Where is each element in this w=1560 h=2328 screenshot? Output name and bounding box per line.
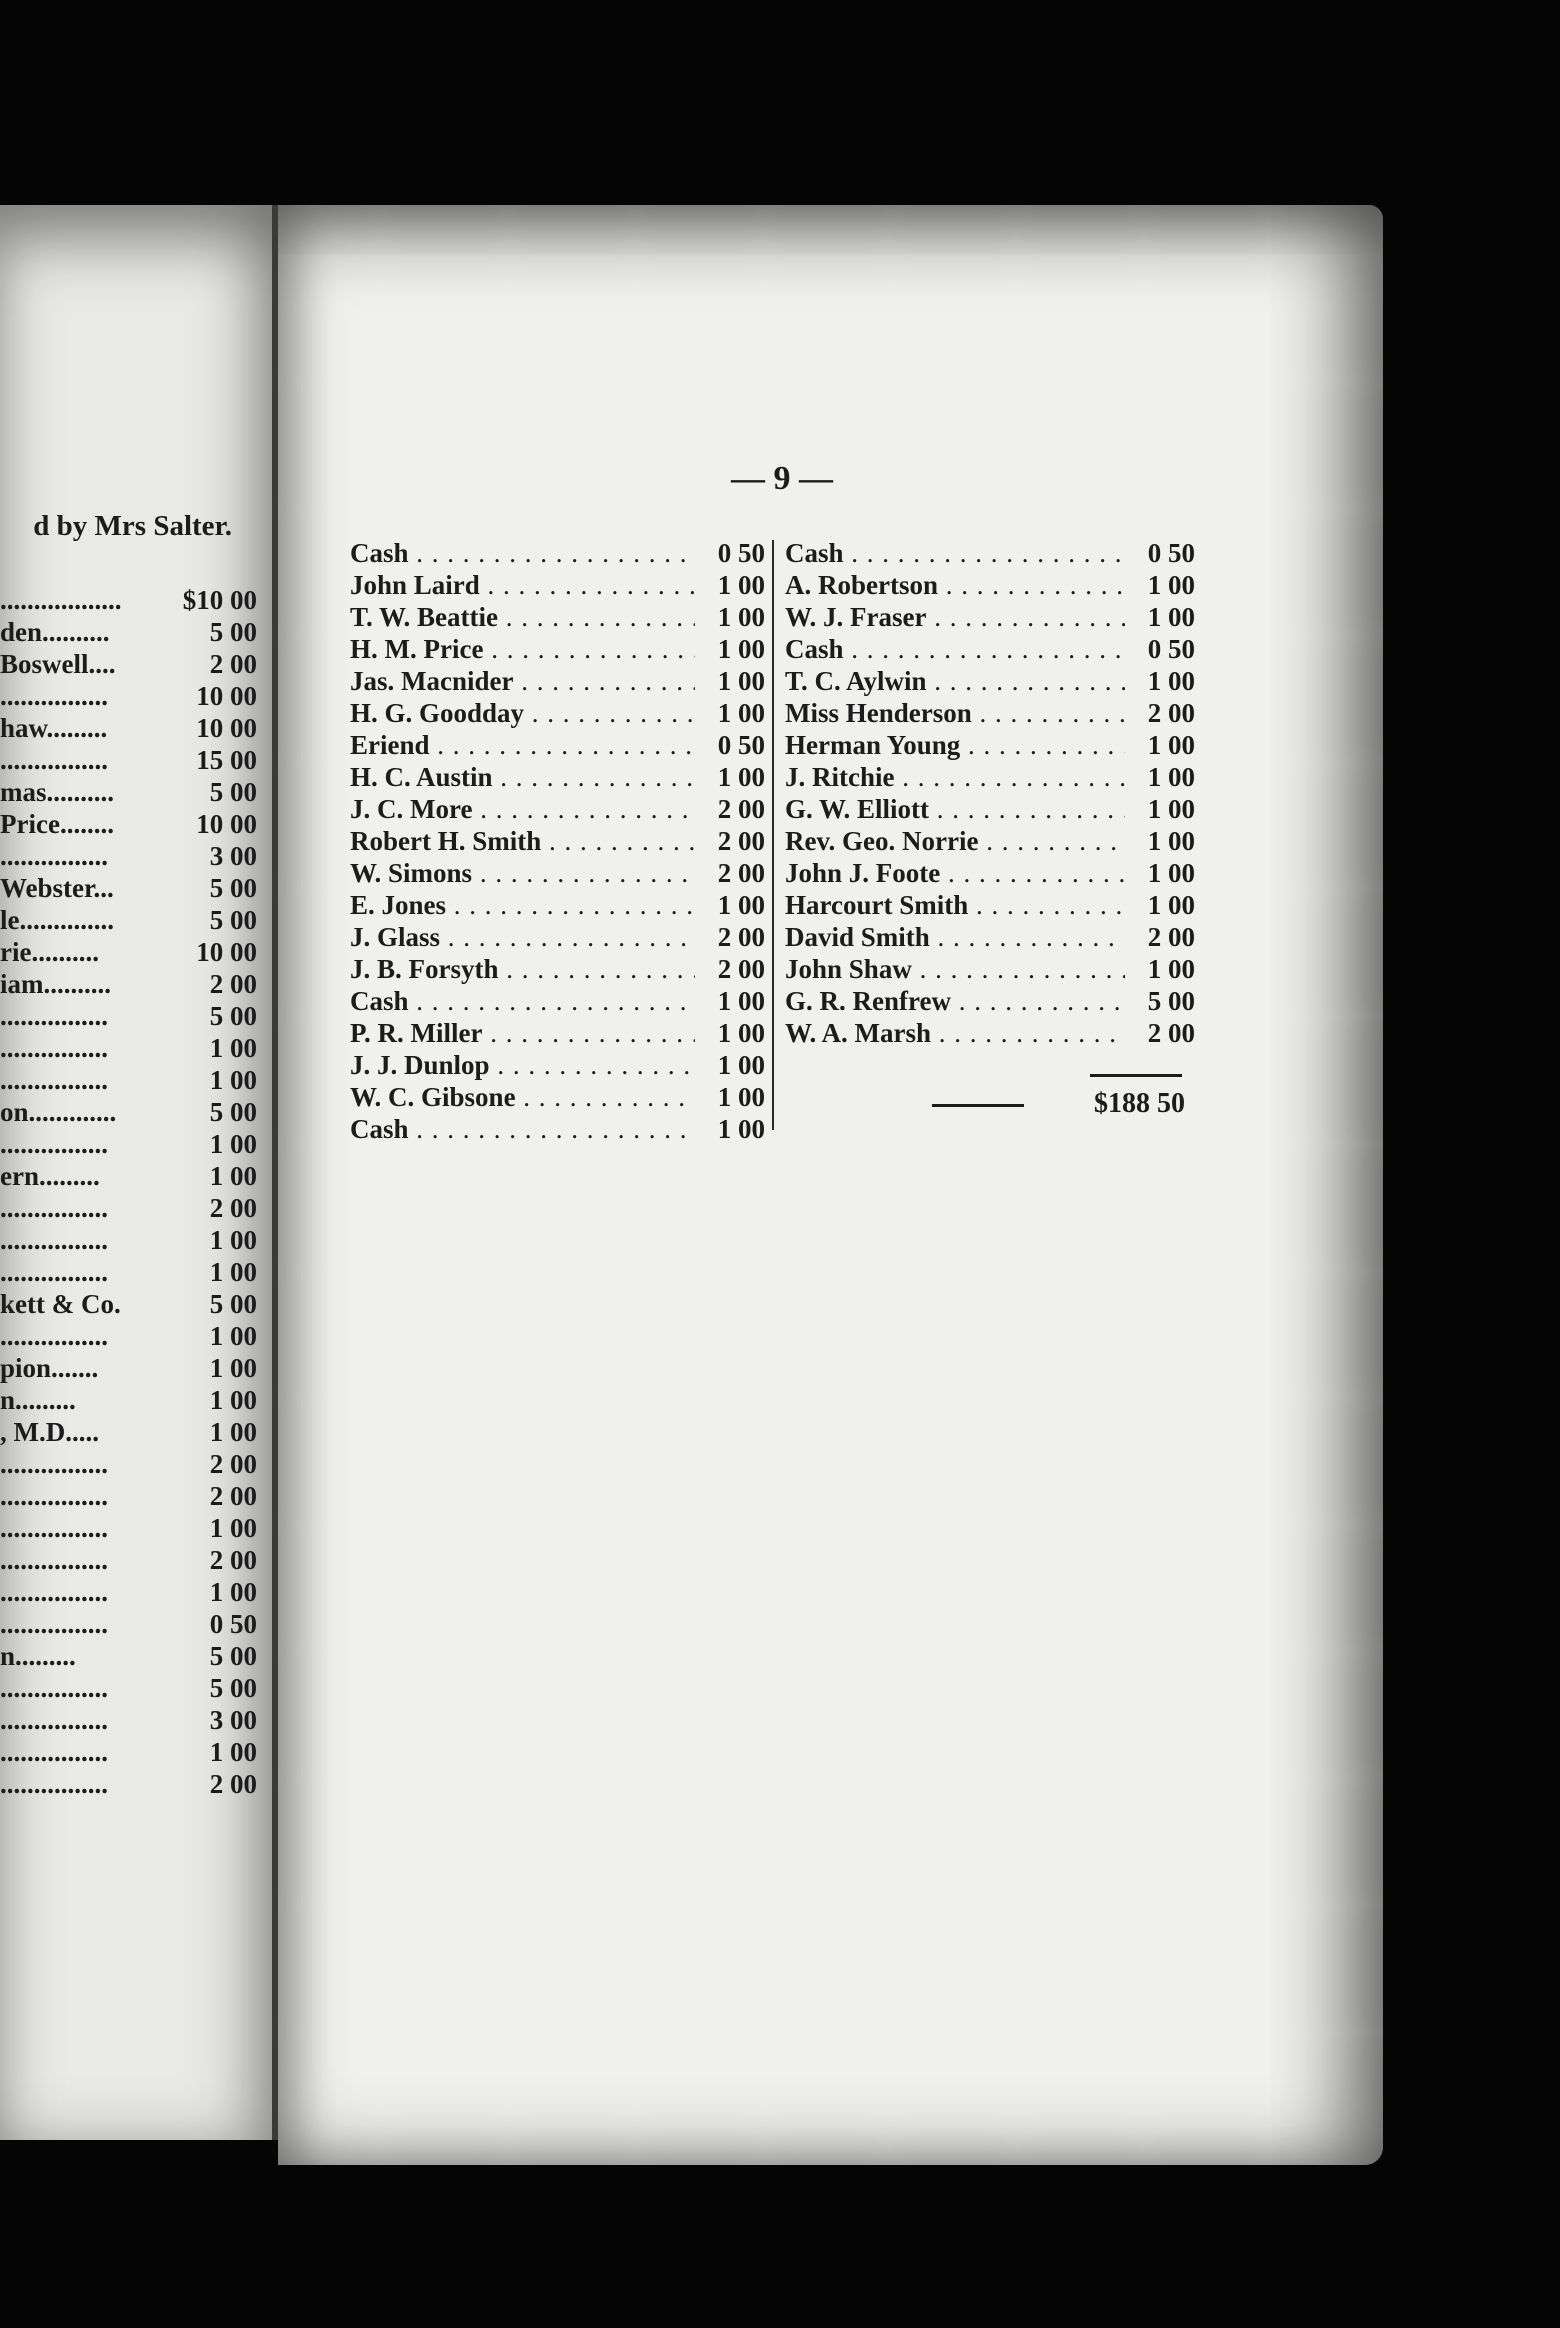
list-item: [0, 905, 265, 937]
list-item: [785, 538, 1195, 570]
list-item: [350, 1082, 765, 1114]
list-item: [350, 954, 765, 986]
subscriber-name: P. R. Miller . . .: [350, 1018, 695, 1049]
subscriber-name: haw.........: [0, 713, 108, 743]
subscriber-name: ................: [0, 1737, 108, 1767]
list-item: [0, 1289, 265, 1321]
subscription-amount: 1 00: [717, 698, 765, 728]
subscription-amount: 1 00: [717, 1018, 765, 1048]
list-item: [350, 1050, 765, 1082]
subscription-amount: 1 00: [209, 1321, 257, 1351]
subscription-amount: 1 00: [1147, 858, 1195, 888]
subscription-amount: 1 00: [717, 1050, 765, 1080]
subscription-amount: 5 00: [209, 1641, 257, 1671]
list-item: [785, 986, 1195, 1018]
subscription-amount: 5 00: [209, 777, 257, 807]
subscriber-name: A. Robertson . . .: [785, 570, 1125, 601]
subscriber-name: ................: [0, 1129, 108, 1159]
list-item: [0, 1225, 265, 1257]
list-item: [785, 858, 1195, 890]
subscriber-name: ern.........: [0, 1161, 100, 1191]
subscription-amount: 1 00: [209, 1257, 257, 1287]
subscription-amount: 1 00: [209, 1385, 257, 1415]
list-item: [785, 634, 1195, 666]
subscription-amount: 5 00: [209, 905, 257, 935]
subscription-amount: 2 00: [717, 954, 765, 984]
list-item: [0, 1545, 265, 1577]
list-item: [350, 1114, 765, 1146]
list-item: [785, 1018, 1195, 1050]
list-item: [0, 1353, 265, 1385]
subscriber-name: ................: [0, 841, 108, 871]
subscriber-name: Jas. Macnider . . .: [350, 666, 695, 697]
list-item: [785, 762, 1195, 794]
list-item: [350, 602, 765, 634]
subscription-amount: 1 00: [717, 666, 765, 696]
list-item: [350, 1018, 765, 1050]
subscription-amount: 1 00: [1147, 730, 1195, 760]
list-item: [785, 922, 1195, 954]
subscriber-name: n.........: [0, 1641, 76, 1671]
subscriber-name: ................: [0, 1769, 108, 1799]
subscription-amount: 1 00: [717, 634, 765, 664]
list-item: [0, 1705, 265, 1737]
subscriber-name: ................: [0, 1321, 108, 1351]
list-item: [785, 698, 1195, 730]
subscription-amount: 5 00: [209, 1673, 257, 1703]
subscriber-name: ................: [0, 1449, 108, 1479]
subscription-amount: 1 00: [209, 1417, 257, 1447]
subscriber-name: W. J. Fraser . . .: [785, 602, 1125, 633]
list-item: [785, 794, 1195, 826]
subscription-amount: 1 00: [209, 1225, 257, 1255]
list-item: [0, 1193, 265, 1225]
subscription-amount: 2 00: [209, 1769, 257, 1799]
subscription-amount: 2 00: [717, 922, 765, 952]
subscriber-name: ................: [0, 1609, 108, 1639]
subscriber-name: ................: [0, 1225, 108, 1255]
subscription-amount: 2 00: [209, 1449, 257, 1479]
subscription-amount: 1 00: [1147, 954, 1195, 984]
subscription-amount: 1 00: [1147, 826, 1195, 856]
subscriber-name: G. W. Elliott . . .: [785, 794, 1125, 825]
subscriber-name: ................: [0, 1673, 108, 1703]
subscriber-name: Cash . . .: [350, 986, 695, 1017]
subscriber-name: W. C. Gibsone . . .: [350, 1082, 695, 1113]
list-item: [0, 1129, 265, 1161]
list-item: [0, 1513, 265, 1545]
subscriber-name: G. R. Renfrew . . .: [785, 986, 1125, 1017]
list-item: [0, 969, 265, 1001]
subscriber-name: ................: [0, 1705, 108, 1735]
list-item: [0, 681, 265, 713]
subscriber-name: ................: [0, 1193, 108, 1223]
list-item: [0, 1001, 265, 1033]
list-item: [785, 826, 1195, 858]
list-item: [0, 585, 265, 617]
subscription-amount: $10 00: [182, 585, 257, 615]
list-item: [785, 602, 1195, 634]
subscription-amount: 1 00: [717, 986, 765, 1016]
list-item: [350, 794, 765, 826]
list-item: [0, 617, 265, 649]
subscriber-name: Herman Young . . .: [785, 730, 1125, 761]
subscription-amount: 1 00: [717, 1082, 765, 1112]
subscription-amount: 2 00: [209, 1545, 257, 1575]
subscriber-name: on.............: [0, 1097, 117, 1127]
subscriber-name: ................: [0, 1481, 108, 1511]
list-item: [0, 937, 265, 969]
subscription-amount: 2 00: [209, 649, 257, 679]
subscription-amount: 2 00: [209, 969, 257, 999]
subscriber-name: W. A. Marsh . . .: [785, 1018, 1125, 1049]
list-item: [0, 649, 265, 681]
subscription-amount: 1 00: [1147, 602, 1195, 632]
subscriber-name: ................: [0, 1513, 108, 1543]
list-item: [785, 890, 1195, 922]
subscription-amount: 1 00: [717, 570, 765, 600]
subscriber-name: ................: [0, 1001, 108, 1031]
subscriber-name: John J. Foote . . .: [785, 858, 1125, 889]
list-item: [0, 841, 265, 873]
subscriber-name: John Laird . . .: [350, 570, 695, 601]
subscription-amount: 10 00: [196, 681, 257, 711]
subscriber-name: Price........: [0, 809, 114, 839]
list-item: [350, 858, 765, 890]
subscription-amount: 5 00: [1147, 986, 1195, 1016]
subscription-amount: 1 00: [1147, 570, 1195, 600]
subscriber-name: Miss Henderson . . .: [785, 698, 1125, 729]
subscriber-name: n.........: [0, 1385, 76, 1415]
list-item: [0, 745, 265, 777]
subscription-amount: 1 00: [209, 1577, 257, 1607]
subscriber-name: ................: [0, 1545, 108, 1575]
list-item: [785, 730, 1195, 762]
subscription-amount: 1 00: [717, 1114, 765, 1144]
subscription-amount: 1 00: [1147, 762, 1195, 792]
list-item: [0, 1673, 265, 1705]
list-item: [350, 698, 765, 730]
subscriber-name: Eriend . . .: [350, 730, 695, 761]
subscriber-name: Rev. Geo. Norrie . . .: [785, 826, 1125, 857]
subscription-amount: 0 50: [209, 1609, 257, 1639]
subscriber-name: Cash . . .: [350, 1114, 695, 1145]
list-item: [0, 1161, 265, 1193]
subscriber-name: iam..........: [0, 969, 111, 999]
list-item: [0, 1737, 265, 1769]
list-item: [0, 1097, 265, 1129]
subscription-amount: 2 00: [209, 1481, 257, 1511]
subscription-amount: 0 50: [1147, 538, 1195, 568]
subscriber-name: ................: [0, 1065, 108, 1095]
subscriber-name: ................: [0, 1257, 108, 1287]
list-item: [0, 873, 265, 905]
subscription-amount: 1 00: [209, 1033, 257, 1063]
subscription-amount: 15 00: [196, 745, 257, 775]
list-item: [0, 1385, 265, 1417]
list-item: [350, 570, 765, 602]
subscription-amount: 2 00: [717, 826, 765, 856]
subscriber-name: Cash . . .: [350, 538, 695, 569]
list-item: [0, 1481, 265, 1513]
subscriber-name: rie..........: [0, 937, 99, 967]
list-item: [0, 809, 265, 841]
subscriber-name: W. Simons . . .: [350, 858, 695, 889]
subscriber-name: , M.D.....: [0, 1417, 99, 1447]
subscription-amount: 5 00: [209, 1097, 257, 1127]
subscription-amount: 2 00: [1147, 698, 1195, 728]
subscriber-name: ..................: [0, 585, 122, 615]
list-item: [785, 570, 1195, 602]
subscription-amount: 3 00: [209, 1705, 257, 1735]
subscriber-name: ................: [0, 745, 108, 775]
subscription-amount: 10 00: [196, 713, 257, 743]
list-item: [0, 713, 265, 745]
subscriber-name: ................: [0, 1033, 108, 1063]
total-rule: [1090, 1074, 1182, 1077]
subscription-amount: 1 00: [209, 1513, 257, 1543]
subscription-amount: 2 00: [1147, 922, 1195, 952]
list-item: [350, 538, 765, 570]
subscription-amount: 1 00: [209, 1353, 257, 1383]
subscription-amount: 0 50: [1147, 634, 1195, 664]
subscription-amount: 0 50: [717, 730, 765, 760]
subscriber-column-a: [350, 538, 765, 1146]
subscription-amount: 1 00: [209, 1065, 257, 1095]
subscription-amount: 5 00: [209, 617, 257, 647]
subscription-amount: 1 00: [1147, 666, 1195, 696]
subscriber-name: T. C. Aylwin . . .: [785, 666, 1125, 697]
subscriber-name: mas..........: [0, 777, 114, 807]
subscriber-name: ................: [0, 1577, 108, 1607]
subscriber-name: J. Ritchie . . .: [785, 762, 1125, 793]
subscription-amount: 10 00: [196, 809, 257, 839]
list-item: [350, 762, 765, 794]
subscription-amount: 1 00: [717, 762, 765, 792]
subscription-amount: 0 50: [717, 538, 765, 568]
list-item: [0, 1065, 265, 1097]
subscription-amount: 3 00: [209, 841, 257, 871]
subscriber-name: H. G. Goodday . . .: [350, 698, 695, 729]
right-page: [278, 205, 1383, 2165]
subscription-amount: 1 00: [209, 1129, 257, 1159]
subscription-amount: 2 00: [717, 794, 765, 824]
subscriber-name: J. Glass . . .: [350, 922, 695, 953]
list-item: [350, 922, 765, 954]
subscription-amount: 2 00: [717, 858, 765, 888]
subscription-amount: 10 00: [196, 937, 257, 967]
left-page-header: d by Mrs Salter.: [33, 510, 232, 542]
subscriber-name: J. C. More . . .: [350, 794, 695, 825]
subscription-amount: 1 00: [209, 1737, 257, 1767]
total-dash: [932, 1104, 1024, 1107]
list-item: [350, 634, 765, 666]
subscription-amount: 1 00: [209, 1161, 257, 1191]
list-item: [785, 954, 1195, 986]
list-item: [350, 986, 765, 1018]
list-item: [0, 777, 265, 809]
list-item: [0, 1577, 265, 1609]
subscriber-name: ................: [0, 681, 108, 711]
list-item: [785, 666, 1195, 698]
subscription-amount: 2 00: [1147, 1018, 1195, 1048]
subscriber-name: le..............: [0, 905, 114, 935]
subscription-amount: 1 00: [717, 890, 765, 920]
subscriber-name: pion.......: [0, 1353, 99, 1383]
subscriber-name: David Smith . . .: [785, 922, 1125, 953]
subscriber-name: J. J. Dunlop . . .: [350, 1050, 695, 1081]
list-item: [0, 1321, 265, 1353]
subscriber-name: H. C. Austin . . .: [350, 762, 695, 793]
subscriber-name: T. W. Beattie . . .: [350, 602, 695, 633]
subscriber-name: Cash . . .: [785, 634, 1125, 665]
subscriber-name: Webster...: [0, 873, 114, 903]
total-amount: $188 50: [1094, 1088, 1185, 1119]
page-number: — 9 —: [731, 460, 833, 497]
subscriber-column-b: [785, 538, 1195, 1050]
subscription-amount: 5 00: [209, 873, 257, 903]
subscription-amount: 2 00: [209, 1193, 257, 1223]
list-item: [350, 666, 765, 698]
list-item: [0, 1641, 265, 1673]
list-item: [0, 1449, 265, 1481]
list-item: [350, 826, 765, 858]
subscriber-name: J. B. Forsyth . . .: [350, 954, 695, 985]
subscriber-name: Boswell....: [0, 649, 116, 679]
list-item: [0, 1033, 265, 1065]
list-item: [0, 1417, 265, 1449]
column-divider: [772, 540, 774, 1130]
left-subscriber-list: [0, 585, 265, 1801]
subscriber-name: Harcourt Smith . . .: [785, 890, 1125, 921]
list-item: [0, 1609, 265, 1641]
subscriber-name: E. Jones . . .: [350, 890, 695, 921]
subscription-amount: 5 00: [209, 1289, 257, 1319]
subscription-amount: 1 00: [1147, 794, 1195, 824]
subscriber-name: Cash . . .: [785, 538, 1125, 569]
list-item: [0, 1257, 265, 1289]
subscription-amount: 1 00: [717, 602, 765, 632]
list-item: [0, 1769, 265, 1801]
list-item: [350, 730, 765, 762]
list-item: [350, 890, 765, 922]
subscriber-name: John Shaw . . .: [785, 954, 1125, 985]
subscription-amount: 5 00: [209, 1001, 257, 1031]
subscriber-name: den..........: [0, 617, 110, 647]
subscriber-name: kett & Co.: [0, 1289, 121, 1319]
subscriber-name: H. M. Price . . .: [350, 634, 695, 665]
subscription-amount: 1 00: [1147, 890, 1195, 920]
subscriber-name: Robert H. Smith . . .: [350, 826, 695, 857]
